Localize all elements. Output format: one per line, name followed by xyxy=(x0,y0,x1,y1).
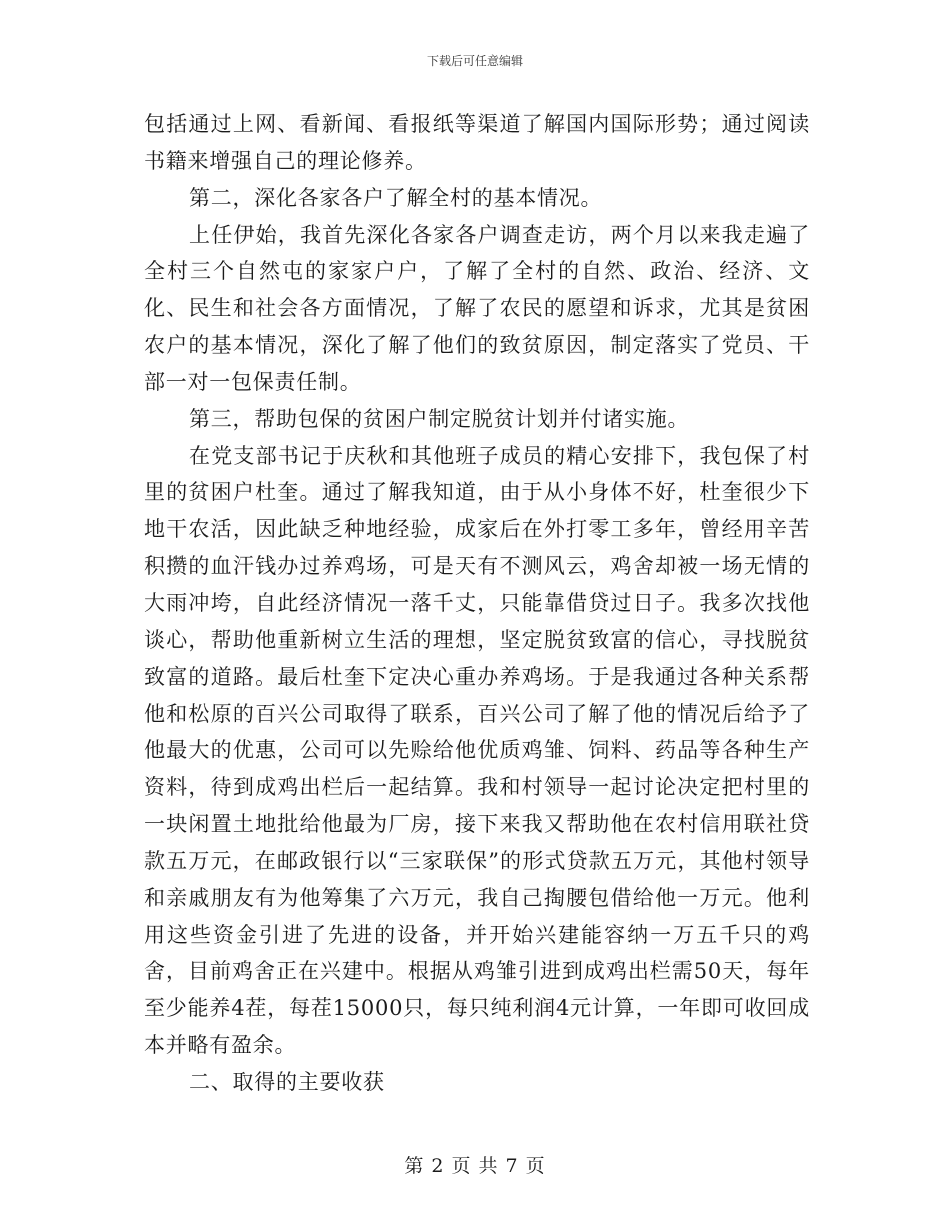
paragraph-chicken-farm: 在党支部书记于庆秋和其他班子成员的精心安排下，我包保了村里的贫困户杜奎。通过了解我知道，由于从小身体不好，杜奎很少下地干农活，因此缺乏种地经验，成家后在外打零工多年，曾经用辛苦积攒的血汗钱办过养鸡场，可是天有不测风云，鸡舍却被一场无情的大雨冲垮，自此经济情况一落千丈，只能靠借贷过日子。我多次找他谈心，帮助他重新树立生活的理想，坚定脱贫致富的信心，寻找脱贫致富的道路。最后杜奎下定决心重办养鸡场。于是我通过各种关系帮他和松原的百兴公司取得了联系，百兴公司了解了他的情况后给予了他最大的优惠，公司可以先赊给他优质鸡雏、饲料、药品等各种生产资料，待到成鸡出栏后一起结算。我和村领导一起讨论决定把村里的一块闲置土地批给他最为厂房，接下来我又帮助他在农村信用联社贷款五万元，在邮政银行以“三家联保”的形式贷款五万元，其他村领导和亲戚朋友有为他筹集了六万元，我自己掏腰包借给他一万元。他利用这些资金引进了先进的设备，并开始兴建能容纳一万五千只的鸡舍，目前鸡舍正在兴建中。根据从鸡雏引进到成鸡出栏需50天，每年至少能养4茬，每茬15000只，每只纯利润4元计算，一年即可收回成本并略有盈余。 xyxy=(144,443,810,1058)
paragraph-point-two-title: 第二，深化各家各户了解全村的基本情况。 xyxy=(189,185,603,210)
section-heading: 二、取得的主要收获 xyxy=(189,1069,385,1094)
paragraph-continuation: 包括通过上网、看新闻、看报纸等渠道了解国内国际形势；通过阅读书籍来增强自己的理论修养。 xyxy=(144,112,810,173)
document-body xyxy=(144,106,810,1101)
paragraph-survey: 上任伊始，我首先深化各家各户调查走访，两个月以来我走遍了全村三个自然屯的家家户户，了解了全村的自然、政治、经济、文化、民生和社会各方面情况，了解了农民的愿望和诉求，尤其是贫困农户的基本情况，深化了解了他们的致贫原因，制定落实了党员、干部一对一包保责任制。 xyxy=(144,222,810,394)
paragraph-point-three-title: 第三，帮助包保的贫困户制定脱贫计划并付诸实施。 xyxy=(189,406,690,431)
page-header: 下载后可任意编辑 xyxy=(426,54,523,68)
page-number: 第 2 页 共 7 页 xyxy=(404,1155,546,1177)
